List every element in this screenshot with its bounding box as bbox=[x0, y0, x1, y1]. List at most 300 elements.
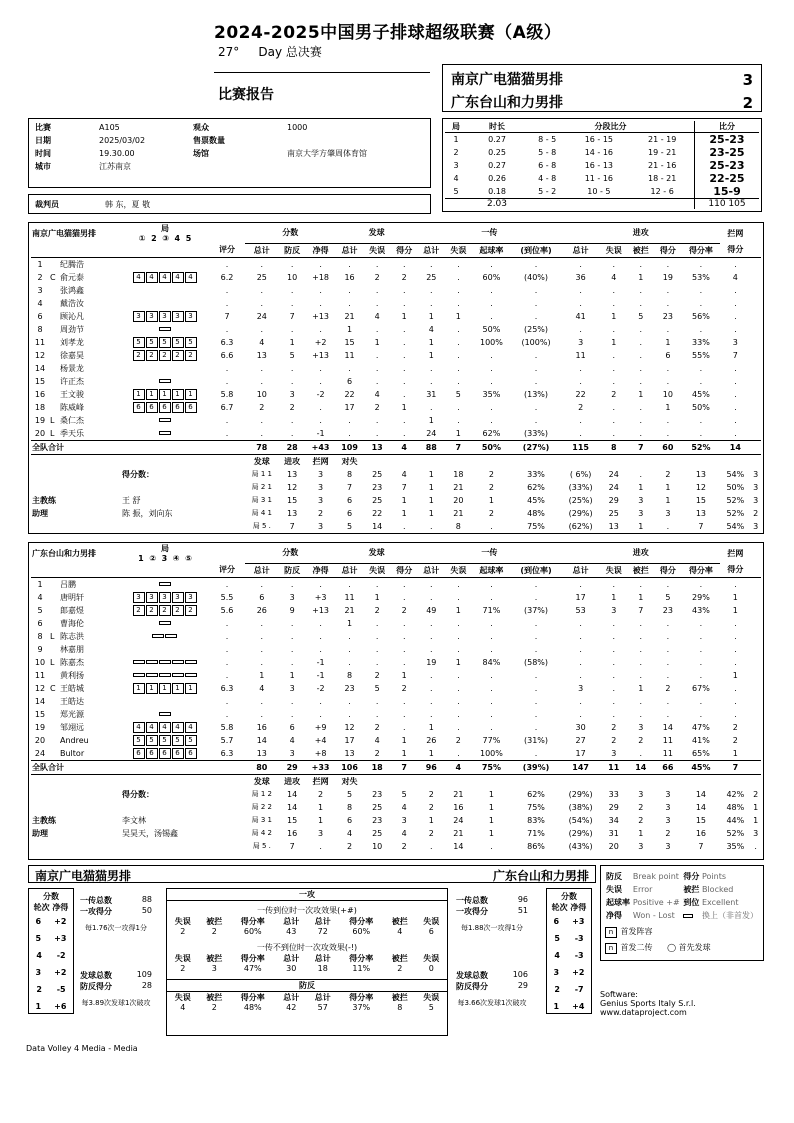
away-stats bbox=[28, 542, 764, 860]
player-name: 曹海伦 bbox=[60, 618, 84, 628]
player-positions bbox=[121, 721, 209, 734]
set-table bbox=[442, 118, 762, 212]
home-serve-total: 109 bbox=[136, 970, 152, 979]
sideout-values: 2 3 47% 30 18 11% 2 0 bbox=[180, 964, 434, 973]
scoreboard bbox=[442, 64, 762, 112]
start-position: 2 bbox=[159, 350, 171, 361]
set-row: 4 0.26 4 - 8 11 - 16 18 - 21 22-25 bbox=[445, 172, 759, 185]
info-value: 2025/03/02 bbox=[99, 136, 146, 145]
set-breakdown-row: 局 5 . 7 . 2 10 2 . 14 . 86% (43%) 20 3 3 7 35% . bbox=[252, 841, 757, 851]
player-number: 4 bbox=[37, 592, 43, 602]
sub-dash-icon bbox=[152, 634, 164, 638]
rotation-row: 5 -3 bbox=[554, 934, 584, 943]
away-recv-pts: 51 bbox=[517, 906, 528, 915]
set-header: 局 1 ② 3 ④ ⑤ bbox=[138, 544, 192, 563]
set-breakdown-row: 主教练 李文林 局 3 1 15 1 6 23 3 1 24 1 83% (54%) 34 2 3 15 44% 1 bbox=[32, 815, 759, 825]
sets-header: 局 时长 分段比分 比分 bbox=[445, 121, 759, 133]
away-serve-note: 每3.66次发球1次破攻 bbox=[457, 999, 527, 1007]
rotation-row: 6 +2 bbox=[35, 917, 67, 926]
home-rotation bbox=[28, 888, 74, 1014]
player-number: 14 bbox=[34, 363, 46, 373]
player-name: 纪腾浩 bbox=[60, 259, 84, 269]
home-bp-label: 防反得分 bbox=[80, 982, 112, 991]
player-name: 张鸿鑫 bbox=[60, 285, 84, 295]
start-position: 1 bbox=[159, 389, 171, 400]
home-serve-total-label: 发球总数 bbox=[80, 971, 112, 980]
team-header-row: 广东台山和力男排 局 1 ② 3 ④ ⑤ 分数 发球 一传 进攻 拦网 bbox=[32, 544, 744, 563]
info-row bbox=[33, 121, 428, 134]
player-number: 16 bbox=[34, 389, 46, 399]
player-name: 戴浩汝 bbox=[60, 298, 84, 308]
player-name: 徐嘉昊 bbox=[60, 350, 84, 360]
start-position: 1 bbox=[185, 389, 197, 400]
start-position: 6 bbox=[133, 748, 145, 759]
player-row: 12 C 王皓城 1 1 1 1 1 6.3 4 3 -2 23 5 2 . . . . 3 . 1 2 67% . bbox=[31, 682, 761, 695]
home-team-name: 南京广电猫猫男排 bbox=[451, 72, 563, 88]
player-positions bbox=[121, 362, 209, 375]
sub-dash-icon bbox=[146, 660, 158, 664]
player-name: 陈威峰 bbox=[60, 402, 84, 412]
team-total-row: 全队合计 78 28 +43 109 13 4 88 7 50% (27%) 115 8 7 60 52% 14 bbox=[31, 440, 761, 454]
start-position: 1 bbox=[159, 683, 171, 694]
player-positions bbox=[121, 271, 209, 284]
player-row: 10 L 陈嘉杰 . . . -1 . . . 19 1 84% (58%) . . . . . . bbox=[31, 656, 761, 669]
player-name: 王皓达 bbox=[60, 696, 84, 706]
away-bp: 29 bbox=[517, 981, 528, 990]
away-recv-note: 每1.88次一攻得1分 bbox=[460, 924, 524, 932]
home-recv-total: 88 bbox=[141, 895, 152, 904]
set-breakdown-row: 得分数： 局 1 1 13 3 8 25 4 1 18 2 33% ( 6%) 24 . 2 13 54% 3 bbox=[122, 469, 759, 479]
player-positions bbox=[121, 414, 209, 427]
start-position: 2 bbox=[146, 605, 158, 616]
player-row: 4 戴浩汝 . . . . . . . . . . . . . . . . . bbox=[31, 297, 761, 310]
header-rule bbox=[214, 72, 430, 73]
report-title: 比赛报告 bbox=[218, 87, 274, 103]
player-number: 3 bbox=[37, 285, 43, 295]
info-label: 城市 bbox=[35, 162, 51, 171]
away-recv-summary bbox=[456, 895, 528, 933]
player-name: 杨景龙 bbox=[60, 363, 84, 373]
column-header-row: 评分 总计 防反 净得 总计 失误 得分 总计 失误 起球率 (到位率) 总计 失误 被拦 得分 得分率 得分 bbox=[31, 563, 761, 577]
start-position: 3 bbox=[146, 592, 158, 603]
player-name: 郑光源 bbox=[60, 709, 84, 719]
sideout-box bbox=[166, 888, 448, 1036]
start-position: 4 bbox=[172, 722, 184, 733]
player-number: 6 bbox=[37, 618, 43, 628]
info-label2: 观众 bbox=[193, 123, 209, 132]
start-position: 1 bbox=[133, 683, 145, 694]
home-recv-total-label: 一传总数 bbox=[80, 896, 112, 905]
home-serve-summary bbox=[80, 970, 152, 1008]
sub-dash-icon bbox=[159, 660, 171, 664]
player-number: 20 bbox=[34, 428, 46, 438]
home-rotation-hdr: 轮次 净得 bbox=[33, 903, 69, 912]
away-recv-total: 96 bbox=[517, 895, 528, 904]
rotation-row: 1 +6 bbox=[35, 1002, 67, 1011]
start-position: 4 bbox=[133, 272, 145, 283]
set-header: 局 ① 2 ③ 4 5 bbox=[138, 224, 192, 243]
start-position: 2 bbox=[133, 350, 145, 361]
sideout-sub1: 一传到位时一次攻效果(+#) bbox=[257, 906, 357, 915]
player-row: 15 郑光源 . . . . . . . . . . . . . . . . . bbox=[31, 708, 761, 721]
team-name: 广东台山和力男排 bbox=[32, 548, 96, 558]
info-value: A105 bbox=[99, 123, 120, 132]
rotation-row: 2 -7 bbox=[554, 985, 584, 994]
home-recv-pts-label: 一攻得分 bbox=[80, 907, 112, 916]
legend-setter-icon: n bbox=[605, 943, 617, 954]
player-name: L 季天乐 bbox=[50, 428, 84, 438]
info-row bbox=[33, 147, 428, 160]
player-number: 8 bbox=[37, 631, 43, 641]
sideout-col-headers: 失误 被拦 得分率 总计 总计 得分率 被拦 失误 bbox=[174, 993, 440, 1002]
rotation-row: 6 +3 bbox=[553, 917, 585, 926]
away-bp-label: 防反得分 bbox=[456, 982, 488, 991]
referee-label: 裁判员 bbox=[35, 200, 59, 209]
away-recv-total-label: 一传总数 bbox=[456, 896, 488, 905]
player-row: 24 Bultor 6 6 6 6 6 6.3 13 3 +8 13 2 1 1 . 100% . 17 3 . 11 65% 1 bbox=[31, 747, 761, 761]
set-breakdown-row: 助理 吴昊天，汤锡鑫 局 4 2 16 3 4 25 4 2 21 1 71% (29%) 31 1 2 16 52% 3 bbox=[32, 828, 759, 838]
player-positions bbox=[121, 577, 209, 591]
start-position: 4 bbox=[172, 272, 184, 283]
rotation-row: 3 +2 bbox=[35, 968, 67, 977]
info-label: 时间 bbox=[35, 149, 51, 158]
start-position: 2 bbox=[133, 605, 145, 616]
start-position: 4 bbox=[185, 272, 197, 283]
set-breakdown-row: 局 2 1 12 3 7 23 7 1 21 2 62% (33%) 24 1 1 12 50% 3 bbox=[251, 482, 759, 492]
legend-starting: n 首发阵容 bbox=[605, 926, 653, 938]
start-position: 1 bbox=[146, 683, 158, 694]
player-name: 吕鹏 bbox=[60, 579, 76, 589]
sub-dash-icon bbox=[159, 712, 171, 716]
info-value2: 南京大学方肇周体育馆 bbox=[287, 149, 367, 158]
start-position: 5 bbox=[133, 337, 145, 348]
player-name: 王文骏 bbox=[60, 389, 84, 399]
player-number: 9 bbox=[37, 644, 43, 654]
sideout-col-headers: 失误 被拦 得分率 总计 总计 得分率 被拦 失误 bbox=[174, 917, 440, 926]
away-rotation-hdr: 轮次 净得 bbox=[551, 903, 587, 912]
start-position: 2 bbox=[185, 350, 197, 361]
column-header-row: 评分 总计 防反 净得 总计 失误 得分 总计 失误 起球率 (到位率) 总计 失误 被拦 得分 得分率 得分 bbox=[31, 243, 761, 257]
home-serve-note: 每3.89次发球1次破攻 bbox=[81, 999, 151, 1007]
away-recv-pts-label: 一攻得分 bbox=[456, 907, 488, 916]
sub-dash-icon bbox=[165, 634, 177, 638]
set-breakdown-row: 主教练 王 舒 局 3 1 15 3 6 25 1 1 20 1 45% (25%) 29 3 1 15 52% 3 bbox=[32, 495, 759, 505]
legend-row: 防反 Break point 得分 Points bbox=[606, 872, 726, 881]
player-name: 邹翊远 bbox=[60, 722, 84, 732]
player-positions bbox=[121, 643, 209, 656]
player-row: 12 徐嘉昊 2 2 2 2 2 6.6 13 5 +13 11 . . 1 . . . 11 . . 6 55% 7 bbox=[31, 349, 761, 362]
set-row: 1 0.27 8 - 5 16 - 15 21 - 19 25-23 bbox=[445, 133, 759, 147]
sub-dash-icon bbox=[185, 660, 197, 664]
player-row: 8 周劲节 . . . . 1 . . 4 . 50% (25%) . . . . . . bbox=[31, 323, 761, 336]
start-position: 3 bbox=[185, 592, 197, 603]
player-positions bbox=[121, 284, 209, 297]
rotation-row: 4 -2 bbox=[36, 951, 66, 960]
start-position: 6 bbox=[172, 402, 184, 413]
start-position: 2 bbox=[146, 350, 158, 361]
player-row: 20 Andreu 5 5 5 5 5 5.7 14 4 +4 17 4 1 26 2 77% (31%) 27 2 2 11 41% 2 bbox=[31, 734, 761, 747]
start-position: 5 bbox=[172, 337, 184, 348]
team-header-row: 南京广电猫猫男排 局 ① 2 ③ 4 5 分数 发球 一传 进攻 拦网 bbox=[32, 224, 744, 243]
set-breakdown-row: 助理 陈 振，刘向东 局 4 1 13 2 6 22 1 1 21 2 48% (29%) 25 3 3 13 52% 2 bbox=[32, 508, 759, 518]
away-serve-summary bbox=[456, 970, 528, 1008]
player-row: 1 纪腾浩 . . . . . . . . . . . . . . . . . bbox=[31, 257, 761, 271]
home-rotation-title: 分数 bbox=[43, 892, 59, 901]
player-number: 4 bbox=[37, 298, 43, 308]
match-info bbox=[28, 118, 431, 188]
start-position: 3 bbox=[159, 592, 171, 603]
player-number: 18 bbox=[34, 402, 46, 412]
player-number: 12 bbox=[34, 350, 46, 360]
start-position: 4 bbox=[146, 272, 158, 283]
player-number: 19 bbox=[34, 415, 46, 425]
player-name: C 王皓城 bbox=[50, 683, 84, 693]
player-positions bbox=[121, 682, 209, 695]
referee-box bbox=[28, 194, 431, 214]
player-positions bbox=[121, 708, 209, 721]
player-positions bbox=[121, 375, 209, 388]
rotation-row: 1 +4 bbox=[553, 1002, 585, 1011]
player-name: 许正杰 bbox=[60, 376, 84, 386]
referee-names: 韩 东，夏 敬 bbox=[105, 200, 151, 209]
sub-dash-icon bbox=[159, 621, 171, 625]
set-row: 5 0.18 5 - 2 10 - 5 12 - 6 15-9 bbox=[445, 185, 759, 199]
info-value2 bbox=[285, 134, 428, 147]
player-row: 20 L 季天乐 . . . -1 . . . 24 1 62% (33%) . . . . . . bbox=[31, 427, 761, 441]
player-row: 18 陈威峰 6 6 6 6 6 6.7 2 2 . 17 2 1 . . . . 2 . . 1 50% . bbox=[31, 401, 761, 414]
home-recv-pts: 50 bbox=[141, 906, 152, 915]
start-position: 3 bbox=[146, 311, 158, 322]
footer-home-name: 南京广电猫猫男排 bbox=[35, 869, 132, 883]
sub-dash-icon bbox=[172, 673, 184, 677]
info-value2 bbox=[285, 160, 428, 173]
sideout-col-headers: 失误 被拦 得分率 总计 总计 得分率 被拦 失误 bbox=[174, 954, 440, 963]
player-number: 15 bbox=[34, 709, 46, 719]
start-position: 6 bbox=[185, 402, 197, 413]
away-rotation-title: 分数 bbox=[561, 892, 577, 901]
player-positions bbox=[121, 427, 209, 441]
info-label2 bbox=[191, 160, 285, 173]
player-number: 8 bbox=[37, 324, 43, 334]
start-position: 5 bbox=[146, 337, 158, 348]
player-positions bbox=[121, 323, 209, 336]
player-name: C 俞元泰 bbox=[50, 272, 84, 282]
set-row: 2 0.25 5 - 8 14 - 16 19 - 21 23-25 bbox=[445, 146, 759, 159]
page-subtitle bbox=[218, 43, 322, 60]
player-row: 9 林嘉朋 . . . . . . . . . . . . . . . . . bbox=[31, 643, 761, 656]
start-position: 3 bbox=[159, 311, 171, 322]
start-position: 2 bbox=[159, 605, 171, 616]
player-row: 6 曹海伦 . . . . 1 . . . . . . . . . . . . bbox=[31, 617, 761, 630]
start-position: 6 bbox=[146, 748, 158, 759]
set-points-header: 发球 进攻 拦网 对失 bbox=[253, 776, 358, 786]
legend-row: 净得 Won - Lost 换上（非首发） bbox=[606, 911, 758, 920]
player-positions bbox=[121, 349, 209, 362]
player-positions bbox=[121, 336, 209, 349]
player-positions bbox=[121, 695, 209, 708]
player-number: 14 bbox=[34, 696, 46, 706]
player-positions bbox=[121, 310, 209, 323]
sub-dash-icon bbox=[159, 418, 171, 422]
start-position: 3 bbox=[133, 311, 145, 322]
page-title: 2024-2025中国男子排球超级联赛（A级） bbox=[214, 23, 562, 43]
start-position: 4 bbox=[146, 722, 158, 733]
player-number: 5 bbox=[37, 605, 43, 615]
player-name: L 陈志洪 bbox=[50, 631, 84, 641]
start-position: 1 bbox=[185, 683, 197, 694]
player-row: 11 黄利扬 . 1 1 -1 8 2 1 . . . . . . . . . 1 bbox=[31, 669, 761, 682]
player-positions bbox=[121, 630, 209, 643]
player-positions bbox=[121, 591, 209, 604]
start-position: 5 bbox=[185, 735, 197, 746]
away-sets: 2 bbox=[742, 94, 753, 112]
player-name: 唐明轩 bbox=[60, 592, 84, 602]
legend-setter: n 首发二传 ◯ 首先发球 bbox=[605, 942, 711, 954]
info-value2: 1000 bbox=[287, 123, 308, 132]
player-number: 19 bbox=[34, 722, 46, 732]
set-breakdown-row: 得分数： 局 1 2 14 2 5 23 5 2 21 1 62% (29%) 33 3 3 14 42% 2 bbox=[122, 789, 759, 799]
footer-away-name: 广东台山和力男排 bbox=[492, 869, 589, 883]
player-name: 刘孝龙 bbox=[60, 337, 84, 347]
set-row: 3 0.27 6 - 8 16 - 13 21 - 16 25-23 bbox=[445, 159, 759, 172]
player-name: 顾沁凡 bbox=[60, 311, 84, 321]
away-serve-total-label: 发球总数 bbox=[456, 971, 488, 980]
player-number: 12 bbox=[34, 683, 46, 693]
player-row: 2 C 俞元泰 4 4 4 4 4 6.2 25 10 +18 16 2 2 25 . 60% (40%) 36 4 1 19 53% 4 bbox=[31, 271, 761, 284]
player-positions bbox=[121, 388, 209, 401]
player-row: 6 顾沁凡 3 3 3 3 3 7 24 7 +13 21 4 1 1 1 . . 41 1 5 23 56% . bbox=[31, 310, 761, 323]
info-label: 日期 bbox=[35, 136, 51, 145]
legend-box-icon: n bbox=[605, 927, 617, 938]
set-total: 2.03 110 105 bbox=[445, 199, 759, 210]
start-position: 1 bbox=[172, 683, 184, 694]
player-row: 4 唐明轩 3 3 3 3 3 5.5 6 3 +3 11 1 . . . . . 17 1 1 5 29% 1 bbox=[31, 591, 761, 604]
start-position: 1 bbox=[172, 389, 184, 400]
info-row bbox=[33, 134, 428, 147]
player-number: 10 bbox=[34, 657, 46, 667]
player-name: 郎嘉煜 bbox=[60, 605, 84, 615]
sub-dash-icon bbox=[133, 660, 145, 664]
sideout-values: 2 2 60% 43 72 60% 4 6 bbox=[180, 927, 434, 936]
player-number: 11 bbox=[34, 670, 46, 680]
player-positions bbox=[121, 297, 209, 310]
home-recv-note: 每1.76次一攻得1分 bbox=[84, 924, 148, 932]
player-positions bbox=[121, 257, 209, 271]
player-number: 6 bbox=[37, 311, 43, 321]
set-breakdown-row: 局 2 2 14 1 8 25 4 2 16 1 75% (38%) 29 2 3 14 48% 1 bbox=[251, 802, 759, 812]
player-name: 周劲节 bbox=[60, 324, 84, 334]
info-value: 江苏南京 bbox=[99, 162, 131, 171]
start-position: 6 bbox=[172, 748, 184, 759]
start-position: 2 bbox=[172, 605, 184, 616]
start-position: 3 bbox=[185, 311, 197, 322]
start-position: 5 bbox=[146, 735, 158, 746]
player-row: 8 L 陈志洪 . . . . . . . . . . . . . . . . . bbox=[31, 630, 761, 643]
rotation-row: 2 -5 bbox=[36, 985, 66, 994]
sub-dash-icon bbox=[133, 673, 145, 677]
start-position: 2 bbox=[185, 605, 197, 616]
info-label2: 售票数量 bbox=[193, 136, 225, 145]
legend-row: 失误 Error 被拦 Blocked bbox=[606, 885, 734, 894]
sideout-sub2: 一传不到位时一次攻效果(-!) bbox=[256, 943, 358, 952]
player-positions bbox=[121, 617, 209, 630]
start-position: 6 bbox=[185, 748, 197, 759]
player-row: 14 王皓达 . . . . . . . . . . . . . . . . . bbox=[31, 695, 761, 708]
start-position: 5 bbox=[185, 337, 197, 348]
home-bp: 28 bbox=[141, 981, 152, 990]
player-row: 3 张鸿鑫 . . . . . . . . . . . . . . . . . bbox=[31, 284, 761, 297]
player-number: 20 bbox=[34, 735, 46, 745]
player-row: 19 L 桑仁杰 . . . . . . . 1 . . . . . . . . . bbox=[31, 414, 761, 427]
home-recv-summary bbox=[80, 895, 152, 933]
away-team-name: 广东台山和力男排 bbox=[451, 95, 563, 111]
player-number: 24 bbox=[34, 748, 46, 758]
player-positions bbox=[121, 656, 209, 669]
set-breakdown-row: 局 5 . 7 3 5 14 . . 8 . 75% (62%) 13 1 . 7 54% 3 bbox=[252, 521, 759, 531]
team-name: 南京广电猫猫男排 bbox=[32, 228, 96, 238]
player-row: 16 王文骏 1 1 1 1 1 5.8 10 3 -2 22 4 . 31 5 35% (13%) 22 2 1 10 45% . bbox=[31, 388, 761, 401]
sideout-values: 4 2 48% 42 57 37% 8 5 bbox=[180, 1003, 434, 1012]
player-positions bbox=[121, 734, 209, 747]
sub-dash-icon bbox=[159, 582, 171, 586]
player-row: 1 吕鹏 . . . . . . . . . . . . . . . . . bbox=[31, 577, 761, 591]
player-positions bbox=[121, 604, 209, 617]
temperature: 27° bbox=[218, 45, 240, 59]
player-row: 5 郎嘉煜 2 2 2 2 2 5.6 26 9 +13 21 2 2 49 1 71% (37%) 53 3 7 23 43% 1 bbox=[31, 604, 761, 617]
team-total-row: 全队合计 80 29 +33 106 18 7 96 4 75% (39%) 147 11 14 66 45% 7 bbox=[31, 760, 761, 774]
sub-dash-icon bbox=[172, 660, 184, 664]
player-number: 1 bbox=[37, 579, 43, 589]
footer-team-bar bbox=[28, 865, 596, 883]
player-name: Andreu bbox=[60, 735, 89, 745]
rotation-row: 5 +3 bbox=[35, 934, 67, 943]
rotation-row: 3 +2 bbox=[553, 968, 585, 977]
info-label: 比赛 bbox=[35, 123, 51, 132]
start-position: 5 bbox=[159, 337, 171, 348]
day-label: Day 总决赛 bbox=[258, 45, 322, 59]
start-position: 1 bbox=[133, 389, 145, 400]
legend-row: 起球率 Positive +# 到位 Excellent bbox=[606, 898, 739, 907]
start-position: 6 bbox=[159, 748, 171, 759]
start-position: 3 bbox=[133, 592, 145, 603]
start-position: 2 bbox=[172, 350, 184, 361]
start-position: 6 bbox=[133, 402, 145, 413]
player-number: 2 bbox=[37, 272, 43, 282]
sub-dash-icon bbox=[159, 673, 171, 677]
sub-dash-icon bbox=[146, 673, 158, 677]
away-rotation bbox=[546, 888, 592, 1014]
start-position: 5 bbox=[172, 735, 184, 746]
start-position: 6 bbox=[159, 402, 171, 413]
start-position: 5 bbox=[159, 735, 171, 746]
away-serve-total: 106 bbox=[512, 970, 528, 979]
software-credit: Software: Genius Sports Italy S.r.l. www.dataproject.com bbox=[600, 990, 696, 1017]
info-value: 19.30.00 bbox=[99, 149, 135, 158]
start-position: 1 bbox=[146, 389, 158, 400]
start-position: 4 bbox=[133, 722, 145, 733]
start-position: 3 bbox=[172, 311, 184, 322]
sub-dash-icon bbox=[159, 327, 171, 331]
start-position: 4 bbox=[185, 722, 197, 733]
player-name: 黄利扬 bbox=[60, 670, 84, 680]
sideout-title: 一攻 bbox=[167, 889, 447, 901]
home-sets: 3 bbox=[742, 71, 753, 89]
home-stats bbox=[28, 222, 764, 534]
sideout-sub3: 防反 bbox=[167, 979, 447, 992]
player-row: 19 邹翊远 4 4 4 4 4 5.8 16 6 +9 12 2 . 1 . . . 30 2 3 14 47% 2 bbox=[31, 721, 761, 734]
sub-dash-icon bbox=[159, 431, 171, 435]
start-position: 4 bbox=[159, 722, 171, 733]
